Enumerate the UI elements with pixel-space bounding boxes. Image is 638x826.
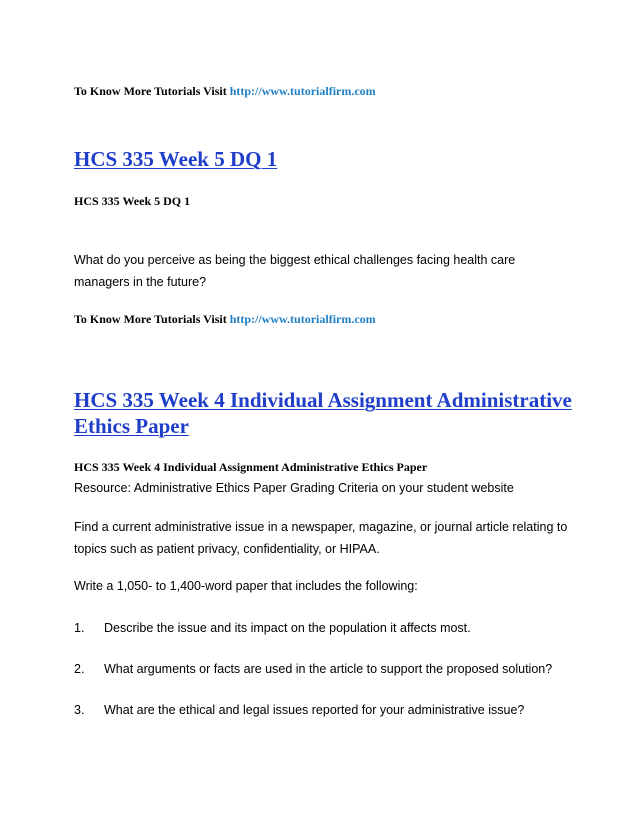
assignment-instruction: Find a current administrative issue in a newspaper, magazine, or journal article relating to topics such as patient privacy, confidentiality, or HIPAA. — [74, 520, 568, 556]
list-item-text: What arguments or facts are used in the article to support the proposed solution? — [104, 662, 553, 676]
section-heading-week5-dq1[interactable]: HCS 335 Week 5 DQ 1 — [74, 147, 278, 171]
visit-prefix: To Know More Tutorials Visit — [74, 84, 230, 98]
list-item — [74, 702, 574, 718]
section-subheading-week4-assignment: HCS 335 Week 4 Individual Assignment Administrative Ethics Paper — [74, 460, 428, 474]
write-prompt: Write a 1,050- to 1,400-word paper that includes the following: — [74, 579, 418, 593]
section-subheading-week5-dq1: HCS 335 Week 5 DQ 1 — [74, 194, 191, 208]
tutorial-visit-line — [74, 84, 376, 98]
list-item-text: Describe the issue and its impact on the population it affects most. — [104, 621, 471, 635]
visit-prefix: To Know More Tutorials Visit — [74, 312, 230, 326]
list-item-text: What are the ethical and legal issues reported for your administrative issue? — [104, 703, 525, 717]
resource-line: Resource: Administrative Ethics Paper Grading Criteria on your student website — [74, 481, 514, 495]
list-item — [74, 661, 574, 677]
section-heading-week4-assignment[interactable]: HCS 335 Week 4 Individual Assignment Administrative Ethics Paper — [74, 388, 572, 438]
dq-question: What do you perceive as being the biggest ethical challenges facing health care managers in the future? — [74, 253, 516, 289]
list-item — [74, 620, 574, 636]
tutorial-link[interactable]: http://www.tutorialfirm.com — [229, 84, 376, 98]
list-item-number: 1. — [74, 621, 85, 635]
list-item-number: 2. — [74, 662, 85, 676]
tutorial-visit-line-2 — [74, 312, 376, 326]
list-item-number: 3. — [74, 703, 85, 717]
tutorial-link[interactable]: http://www.tutorialfirm.com — [229, 312, 376, 326]
